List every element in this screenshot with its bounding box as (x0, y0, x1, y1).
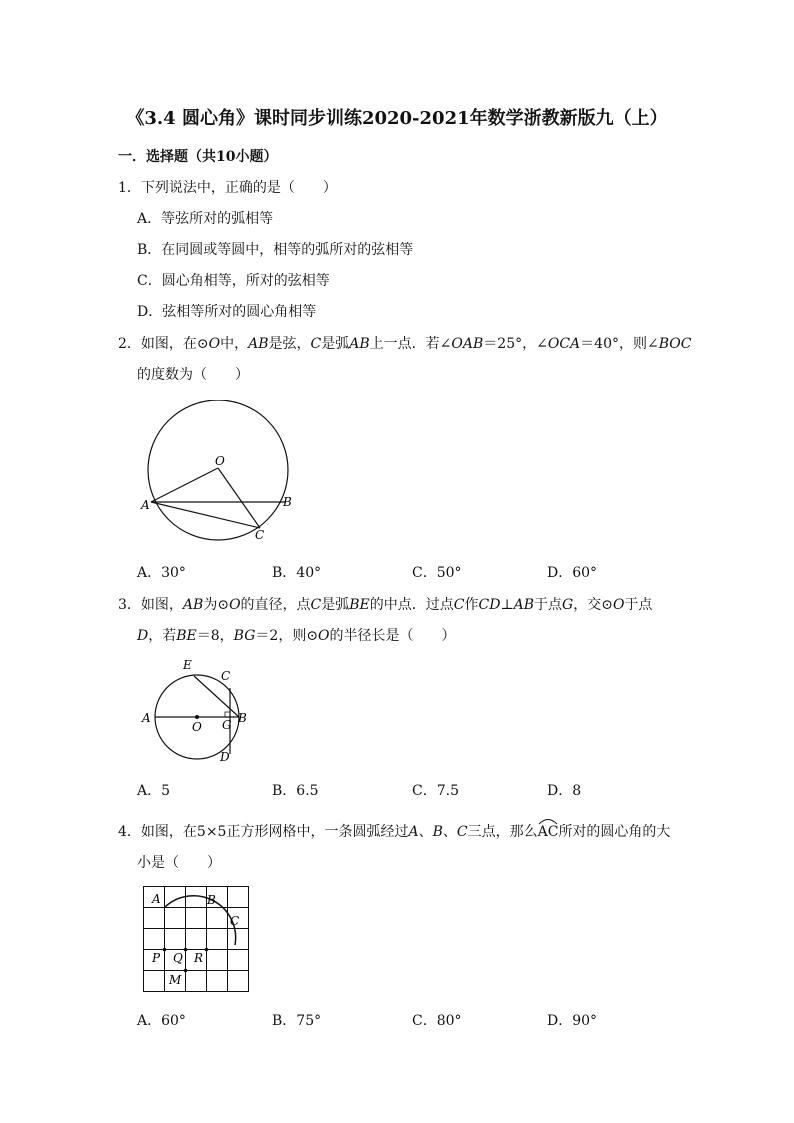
q4-label-a: A (152, 892, 161, 906)
q4-label-r: R (194, 951, 204, 965)
q4-label-p: P (152, 951, 161, 965)
q3-figure (136, 654, 256, 769)
q4-label-b: B (207, 893, 216, 907)
q4-label-m: M (169, 973, 182, 987)
q4-point-r (205, 948, 209, 952)
q3-option-a: A．5 (137, 783, 171, 799)
q4-arc (165, 896, 236, 945)
q3-center-dot (195, 715, 199, 719)
q3-right-angle-mark (225, 712, 230, 717)
q3-stem-line1: 3．如图，AB为⊙O的直径，点C是弧BE的中点．过点C作CD⊥AB于点G，交⊙O于点 (118, 597, 653, 613)
q4-option-c: C．80° (412, 1013, 462, 1029)
q4-option-d: D．90° (547, 1013, 598, 1029)
q2-segment-oa (151, 468, 218, 502)
q2-stem-line2: 的度数为（ ） (137, 367, 249, 383)
q2-option-d: D．60° (547, 565, 598, 581)
q3-stem-line2: D，若BE＝8，BG＝2，则⊙O的半径长是（ ） (137, 628, 456, 644)
q2-stem-line1: 2．如图，在⊙O中，AB是弦，C是弧AB上一点．若∠OAB＝25°，∠OCA＝40°，则∠BOC (118, 336, 692, 352)
q2-label-a: A (141, 498, 150, 512)
q4-grid-figure (140, 883, 255, 998)
q4-arc-symbol (538, 815, 558, 825)
q4-arc-ac: AC (538, 824, 559, 840)
q4-label-q: Q (173, 951, 183, 965)
q2-option-c: C．50° (412, 565, 462, 581)
q4-stem-line2: 小是（ ） (137, 855, 221, 871)
q2-figure (136, 400, 301, 550)
q3-option-d: D．8 (547, 783, 582, 799)
q4-point-q (184, 948, 188, 952)
q3-label-g: G (222, 718, 232, 732)
q4-option-a: A．60° (137, 1013, 186, 1029)
page-title: 《3.4 圆心角》课时同步训练2020-2021年数学浙教新版九（上） (126, 108, 668, 129)
q1-stem: 1．下列说法中，正确的是（ ） (118, 180, 337, 196)
q2-circle (148, 400, 288, 540)
q3-option-c: C．7.5 (412, 783, 459, 799)
q2-label-o: O (215, 454, 225, 468)
q3-chord-be (194, 676, 239, 717)
q2-label-b: B (283, 495, 292, 509)
q2-option-a: A．30° (137, 565, 186, 581)
q2-segment-ac (151, 502, 260, 528)
q1-option-d: D．弦相等所对的圆心角相等 (137, 304, 317, 320)
q1-option-c: C．圆心角相等，所对的弦相等 (137, 273, 330, 289)
q4-stem-line1: 4．如图，在5×5正方形网格中，一条圆弧经过A、B、C三点，那么 AC所对的圆心角的大 (118, 821, 670, 841)
q3-label-b: B (238, 711, 247, 725)
q4-label-c: C (230, 914, 240, 928)
q3-label-d: D (220, 750, 230, 764)
q4-point-p (163, 948, 167, 952)
q3-option-b: B．6.5 (272, 783, 319, 799)
q2-option-b: B．40° (272, 565, 322, 581)
q1-option-b: B．在同圆或等圆中，相等的弧所对的弦相等 (137, 242, 414, 258)
q3-label-o: O (192, 720, 202, 734)
q2-label-c: C (255, 528, 265, 542)
q3-label-a: A (142, 711, 151, 725)
q4-option-b: B．75° (272, 1013, 322, 1029)
q3-label-e: E (183, 658, 192, 672)
q1-option-a: A．等弦所对的弧相等 (137, 211, 274, 227)
q4-point-m (184, 969, 188, 973)
q3-label-c: C (221, 669, 231, 683)
section-heading: 一．选择题（共10小题） (118, 149, 278, 165)
